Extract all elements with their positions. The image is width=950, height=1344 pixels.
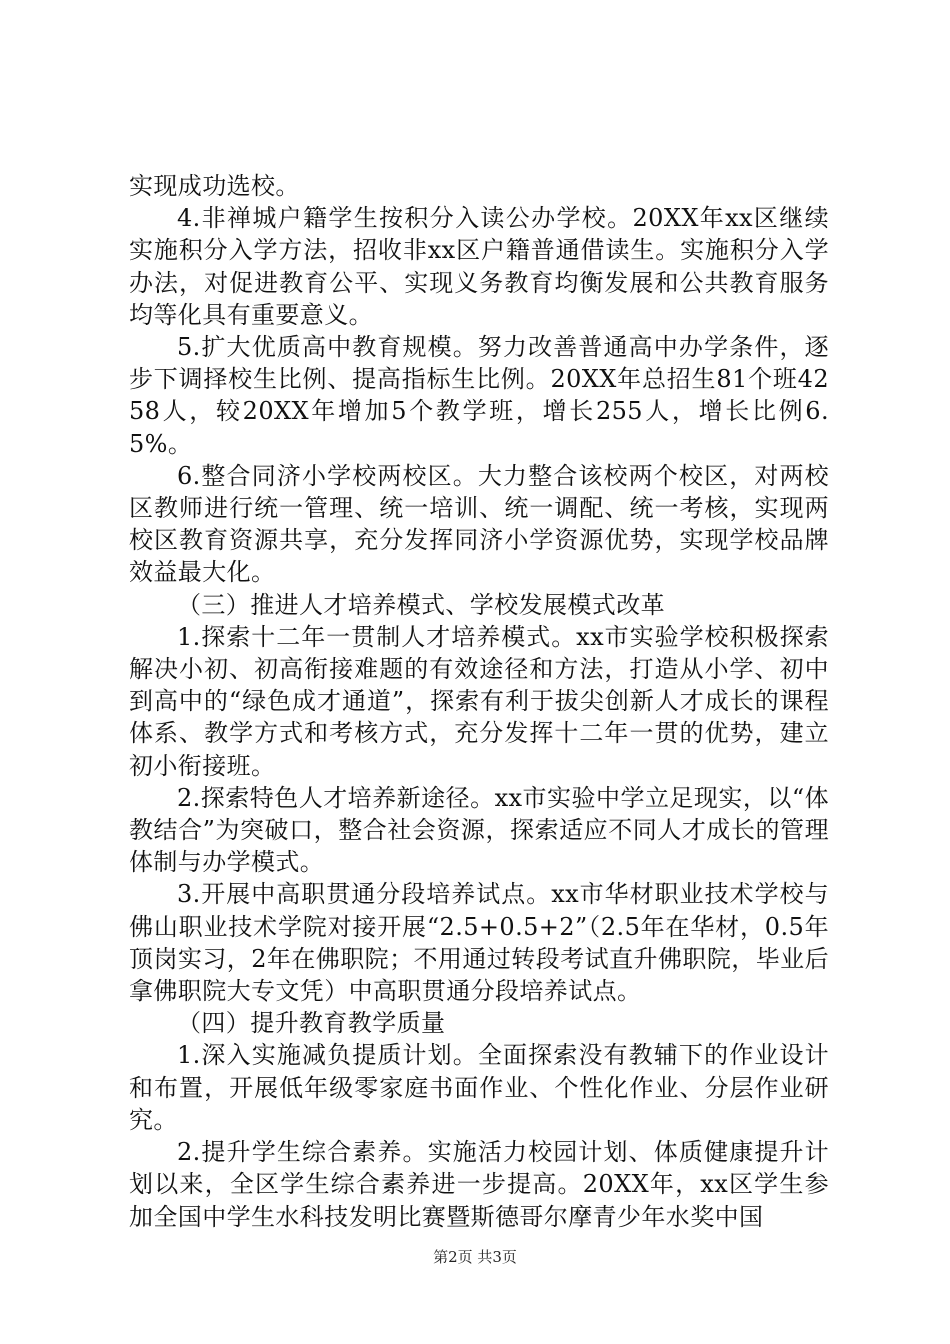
- paragraph-item-6: 6.整合同济小学校两校区。大力整合该校两个校区，对两校区教师进行统一管理、统一培训、统一调配、统一考核，实现两校区教育资源共享，充分发挥同济小学资源优势，实现学校品牌效益最大化。: [129, 461, 829, 587]
- paragraph-item-3-2: 2.探索特色人才培养新途径。xx市实验中学立足现实，以“体教结合”为突破口，整合社会资源，探索适应不同人才成长的管理体制与办学模式。: [129, 783, 829, 877]
- paragraph-item-5: 5.扩大优质高中教育规模。努力改善普通高中办学条件，逐步下调择校生比例、提高指标生比例。20XX年总招生81个班4258人，较20XX年增加5个教学班，增长255人，增长比例6.5%。: [129, 333, 829, 458]
- paragraph-item-4: 4.非禅城户籍学生按积分入读公办学校。20XX年xx区继续实施积分入学方法，招收非xx区户籍普通借读生。实施积分入学办法，对促进教育公平、实现义务教育均衡发展和公共教育服务均等化具有重要意义。: [129, 204, 829, 329]
- section-heading-4: （四）提升教育教学质量: [177, 1009, 446, 1038]
- section-heading-3: （三）推进人才培养模式、学校发展模式改革: [177, 590, 665, 619]
- paragraph-item-4-1: 1.深入实施减负提质计划。全面探索没有教辅下的作业设计和布置，开展低年级零家庭书面作业、个性化作业、分层作业研究。: [129, 1041, 829, 1134]
- page-number-footer: 第2页 共3页: [433, 1248, 517, 1266]
- paragraph-item-3-1: 1.探索十二年一贯制人才培养模式。xx市实验学校积极探索解决小初、初高衔接难题的有效途径和方法，打造从小学、初中到高中的“绿色成才通道”，探索有利于拔尖创新人才成长的课程体系、教学方式和考核方式，充分发挥十二年一贯的优势，建立初小衔接班。: [129, 622, 829, 780]
- paragraph-item-4-2: 2.提升学生综合素养。实施活力校园计划、体质健康提升计划以来，全区学生综合素养进一步提高。20XX年，xx区学生参加全国中学生水科技发明比赛暨斯德哥尔摩青少年水奖中国: [129, 1138, 829, 1231]
- paragraph-continuation: 实现成功选校。: [129, 172, 300, 200]
- document-body: [129, 170, 829, 1233]
- paragraph-item-3-3: 3.开展中高职贯通分段培养试点。xx市华材职业技术学校与佛山职业技术学院对接开展“2.5+0.5+2”（2.5年在华材，0.5年顶岗实习，2年在佛职院；不用通过转段考试直升佛职院，毕业后拿佛职院大专文凭）中高职贯通分段培养试点。: [129, 880, 829, 1006]
